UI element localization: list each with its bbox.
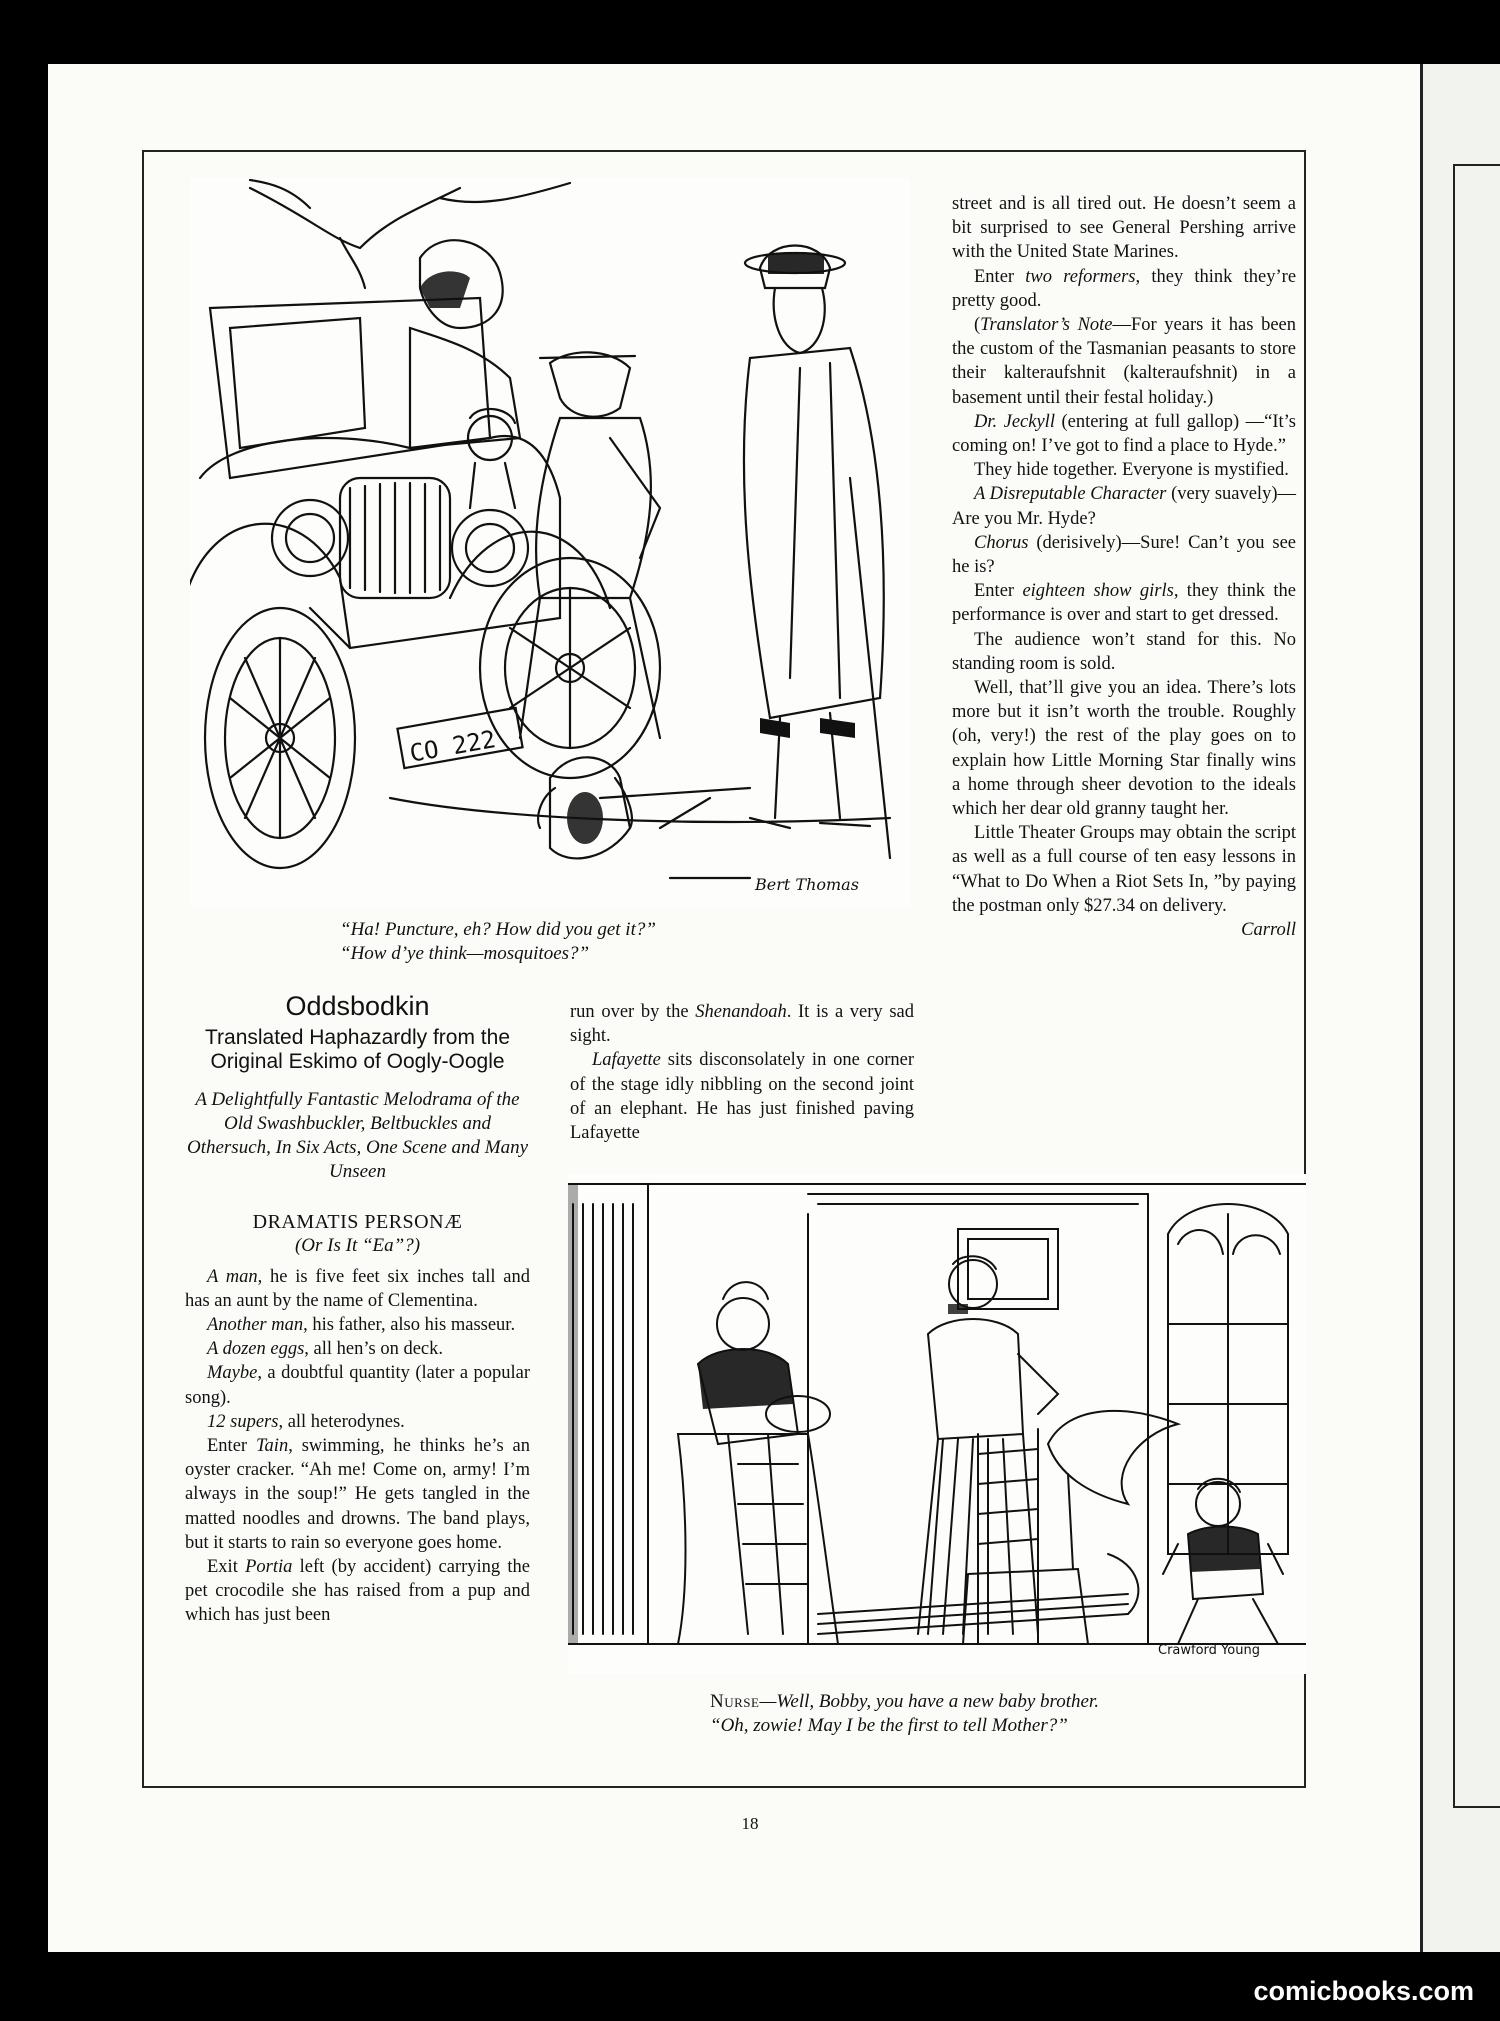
caption-bottom-speaker: Nurse bbox=[710, 1691, 760, 1712]
facing-page-frame bbox=[1453, 164, 1500, 1808]
license-plate-text: CO 222 bbox=[407, 725, 498, 768]
article-paragraph bbox=[570, 1000, 914, 1048]
paragraph-text: , his father, also his masseur. bbox=[303, 1315, 516, 1336]
article-paragraph bbox=[185, 1555, 530, 1628]
dramatis-personae-heading: DRAMATIS PERSONÆ bbox=[252, 1211, 463, 1234]
column-3-body bbox=[952, 192, 1296, 918]
paragraph-emphasis: eighteen show girls bbox=[1022, 581, 1174, 602]
caption-top bbox=[340, 918, 880, 966]
cartoon-nurse-bobby bbox=[568, 1174, 1306, 1674]
paragraph-text: , a doubtful quantity (later a popular song). bbox=[185, 1363, 530, 1408]
article-paragraph bbox=[952, 265, 1296, 313]
paragraph-emphasis: Chorus bbox=[974, 532, 1029, 553]
paragraph-emphasis: Lafayette bbox=[592, 1050, 661, 1071]
article-title: Oddsbodkin bbox=[285, 991, 430, 1021]
article-paragraph bbox=[952, 628, 1296, 676]
paragraph-text: Well, that’ll give you an idea. There’s lots more but it isn’t worth the trouble. Roughly (oh, very!) the rest of the play goes on to explain how Little Morning Star finally wins a home through sheer devotion to the ideals which her dear old granny taught her. bbox=[952, 678, 1296, 820]
paragraph-emphasis: Shenandoah bbox=[695, 1002, 787, 1022]
paragraph-text: , he is five feet six inches tall and has an aunt by the name of Clementina. bbox=[185, 1266, 531, 1311]
paragraph-text: Little Theater Groups may obtain the script as well as a full course of ten easy lessons in “What to Do When a Riot Sets In, ”by paying the postman only $27.34 on delivery. bbox=[952, 823, 1296, 916]
column-2-body bbox=[570, 1000, 914, 1145]
page-number: 18 bbox=[741, 1814, 759, 1833]
paragraph-text: —For years it has been the custom of the Tasmanian peasants to store their kalteraufshnit (kalteraufshnit) in a basement until their festal holiday.) bbox=[952, 315, 1296, 408]
article-paragraph bbox=[952, 821, 1296, 918]
article-paragraph bbox=[952, 192, 1296, 265]
article-paragraph bbox=[952, 531, 1296, 579]
paragraph-emphasis: A Disreputable Character bbox=[974, 484, 1167, 505]
paragraph-emphasis: Maybe bbox=[207, 1363, 258, 1384]
paragraph-text: . It is a very sad sight. bbox=[570, 1002, 914, 1047]
article-paragraph bbox=[952, 676, 1296, 821]
paragraph-text: They hide together. Everyone is mystified. bbox=[974, 460, 1289, 481]
cartoon-car-puncture bbox=[190, 178, 910, 908]
paragraph-text: street and is all tired out. He doesn’t seem a bit surprised to see General Pershing arrive with the United State Marines. bbox=[952, 194, 1296, 263]
article-paragraph bbox=[185, 1265, 530, 1313]
paragraph-text: sits disconsolately in one corner of the stage idly nibbling on the second joint of an elephant. He has just finished paving Lafayette bbox=[570, 1050, 914, 1144]
article-paragraph bbox=[185, 1361, 530, 1409]
paragraph-text: The audience won’t stand for this. No standing room is sold. bbox=[952, 629, 1296, 674]
article-paragraph bbox=[185, 1410, 530, 1434]
article-paragraph bbox=[570, 1048, 914, 1145]
paragraph-emphasis: Translator’s Note bbox=[980, 315, 1113, 336]
paragraph-text: , they think the performance is over and start to get dressed. bbox=[952, 581, 1297, 626]
caption-top-line2: “How d’ye think—mosquitoes?” bbox=[340, 943, 590, 964]
paragraph-lead-text: run over by the bbox=[570, 1002, 696, 1022]
article-paragraph bbox=[952, 458, 1296, 482]
article-column-1 bbox=[185, 991, 531, 1628]
article-subtitle: Translated Haphazardly from the Original Eskimo of Oogly-Oogle bbox=[204, 1026, 511, 1074]
article-paragraph bbox=[952, 313, 1296, 410]
dramatis-personae-subheading: (Or Is It “Ea”?) bbox=[294, 1235, 421, 1257]
article-paragraph bbox=[185, 1434, 530, 1555]
article-paragraph bbox=[952, 482, 1296, 530]
article-paragraph bbox=[185, 1337, 530, 1361]
paragraph-text: (derisively)—Sure! Can’t you see he is? bbox=[952, 532, 1296, 578]
paragraph-text: , they think they’re pretty good. bbox=[952, 266, 1297, 311]
paragraph-text: , swimming, he thinks he’s an oyster cracker. “Ah me! Come on, army! I’m always in the soup!” He gets tangled in the matted noodles and drowns. The band plays, but it starts to rain so everyone goes home. bbox=[185, 1436, 531, 1553]
paragraph-text: (very suavely)—Are you Mr. Hyde? bbox=[952, 484, 1296, 529]
paragraph-emphasis: two reformers bbox=[1025, 266, 1136, 287]
paragraph-text: , all heterodynes. bbox=[278, 1411, 405, 1432]
paragraph-lead-text: Enter bbox=[974, 266, 1026, 287]
paragraph-emphasis: Portia bbox=[245, 1557, 293, 1578]
paragraph-lead-text: Enter bbox=[207, 1436, 256, 1457]
paragraph-emphasis: A man bbox=[207, 1266, 258, 1287]
paragraph-text: , all hen’s on deck. bbox=[304, 1339, 444, 1360]
caption-bottom-line1: —Well, Bobby, you have a new baby brother. bbox=[759, 1691, 1099, 1712]
artist-signature-bottom: Crawford Young bbox=[1158, 1643, 1260, 1658]
caption-bottom bbox=[710, 1690, 1270, 1738]
paragraph-text: left (by accident) carrying the pet crocodile she has raised from a pup and which has just been bbox=[185, 1557, 530, 1626]
article-byline: Carroll bbox=[1241, 920, 1296, 941]
watermark: comicbooks.com bbox=[1253, 1976, 1474, 2006]
facing-page-edge bbox=[1420, 64, 1500, 1952]
paragraph-emphasis: Tain bbox=[255, 1436, 289, 1457]
article-column-3 bbox=[952, 192, 1296, 942]
paragraph-emphasis: Another man bbox=[207, 1315, 304, 1336]
paragraph-text: (entering at full gallop) —“It’s coming on! I’ve got to find a place to Hyde.” bbox=[952, 411, 1296, 457]
article-paragraph bbox=[185, 1313, 530, 1337]
paragraph-lead-text: ( bbox=[974, 315, 981, 336]
paragraph-emphasis: Dr. Jeckyll bbox=[974, 411, 1055, 432]
paragraph-emphasis: 12 supers bbox=[207, 1411, 279, 1432]
article-blurb: A Delightfully Fantastic Melodrama of the Old Swashbuckler, Beltbuckles and Othersuch, In Six Acts, One Scene and Many Unseen bbox=[186, 1089, 529, 1183]
article-column-2 bbox=[570, 1000, 914, 1145]
paragraph-lead-text: Exit bbox=[207, 1557, 246, 1578]
paragraph-emphasis: A dozen eggs bbox=[207, 1339, 305, 1360]
caption-bottom-line2: “Oh, zowie! May I be the first to tell Mother?” bbox=[710, 1715, 1068, 1736]
artist-signature-top: Bert Thomas bbox=[755, 875, 859, 894]
paragraph-lead-text: Enter bbox=[974, 581, 1023, 602]
column-1-body bbox=[185, 1265, 530, 1628]
article-paragraph bbox=[952, 579, 1296, 627]
caption-top-line1: “Ha! Puncture, eh? How did you get it?” bbox=[340, 919, 656, 940]
article-paragraph bbox=[952, 410, 1296, 458]
